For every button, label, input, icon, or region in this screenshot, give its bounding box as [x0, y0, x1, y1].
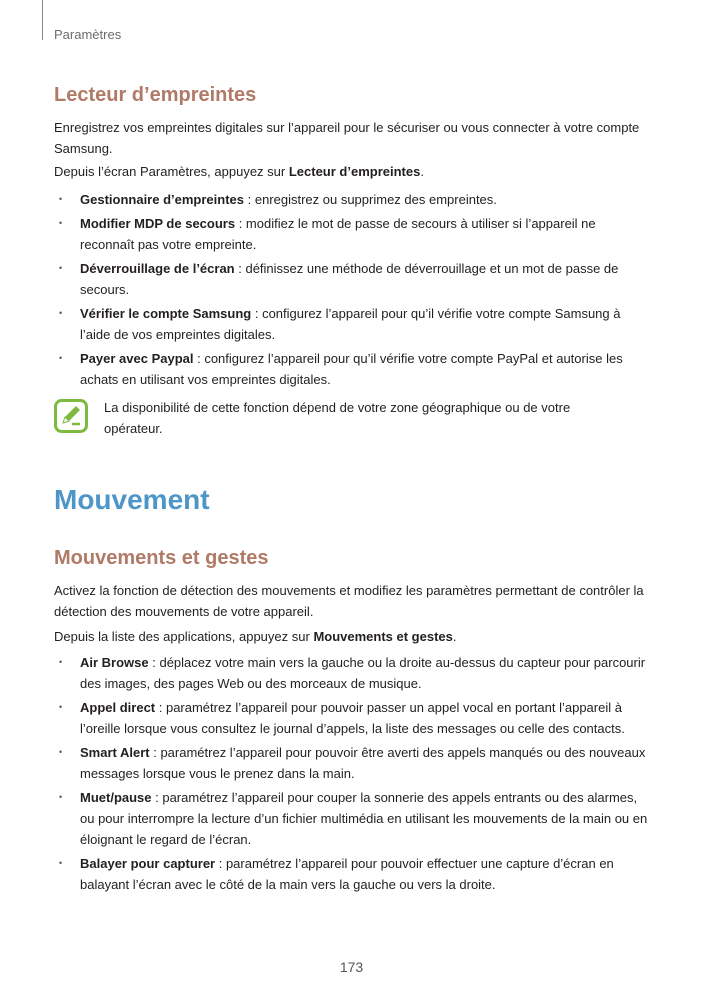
fingerprint-section-title: Lecteur d’empreintes: [54, 84, 257, 106]
motion-options-list: [54, 652, 648, 898]
list-item: • Modifier MDP de secours : modifiez le mot de passe de secours à utiliser si l’appareil ne reconnaît pas votre empreinte.: [54, 213, 648, 255]
running-header: Paramètres: [54, 27, 122, 42]
fingerprint-path: Depuis l’écran Paramètres, appuyez sur Lecteur d’empreintes.: [54, 164, 424, 179]
fingerprint-intro: Enregistrez vos empreintes digitales sur l’appareil pour le sécuriser ou vous connecter à votre compte Samsung.: [54, 120, 640, 156]
list-item: • Appel direct : paramétrez l’appareil pour pouvoir passer un appel vocal en portant l’appareil à l’oreille lorsque vous consultez le journal d’appels, la liste des messages ou celle des contacts.: [54, 697, 648, 739]
motion-path: Depuis la liste des applications, appuyez sur Mouvements et gestes.: [54, 629, 457, 644]
fingerprint-options-list: [54, 189, 648, 393]
list-item: • Vérifier le compte Samsung : configurez l’appareil pour qu’il vérifie votre compte Samsung à l’aide de vos empreintes digitales.: [54, 303, 648, 345]
list-item: • Gestionnaire d’empreintes : enregistrez ou supprimez des empreintes.: [54, 189, 648, 210]
chapter-title: Mouvement: [54, 484, 210, 515]
motion-path-target: Mouvements et gestes: [313, 629, 453, 644]
list-item: • Balayer pour capturer : paramétrez l’appareil pour pouvoir effectuer une capture d’écran en balayant l’écran avec le côté de la main vers la gauche ou vers la droite.: [54, 853, 648, 895]
motion-section-title: Mouvements et gestes: [54, 547, 269, 569]
list-item: • Smart Alert : paramétrez l’appareil pour pouvoir être averti des appels manqués ou des nouveaux messages lorsque vous le prenez dans la main.: [54, 742, 648, 784]
fingerprint-path-target: Lecteur d’empreintes: [288, 164, 421, 179]
header-edge-line: [42, 0, 43, 40]
motion-intro: Activez la fonction de détection des mouvements et modifiez les paramètres permettant de contrôler la détection des mouvements de votre appareil.: [54, 583, 644, 619]
list-item: • Air Browse : déplacez votre main vers la gauche ou la droite au-dessus du capteur pour parcourir des images, des pages Web ou des morceaux de musique.: [54, 652, 648, 694]
note-pencil-icon: [54, 399, 88, 433]
list-item: • Payer avec Paypal : configurez l’appareil pour qu’il vérifie votre compte PayPal et autorise les achats en utilisant vos empreintes digitales.: [54, 348, 648, 390]
note-text: La disponibilité de cette fonction dépend de votre zone géographique ou de votre opérateur.: [104, 400, 571, 436]
list-item: • Déverrouillage de l’écran : définissez une méthode de déverrouillage et un mot de passe de secours.: [54, 258, 648, 300]
list-item: • Muet/pause : paramétrez l’appareil pour couper la sonnerie des appels entrants ou des alarmes, ou pour interrompre la lecture d’un fichier multimédia en utilisant les mouvements de la main ou en éloignant le regard de l’écran.: [54, 787, 648, 850]
page-number: 173: [339, 959, 364, 975]
